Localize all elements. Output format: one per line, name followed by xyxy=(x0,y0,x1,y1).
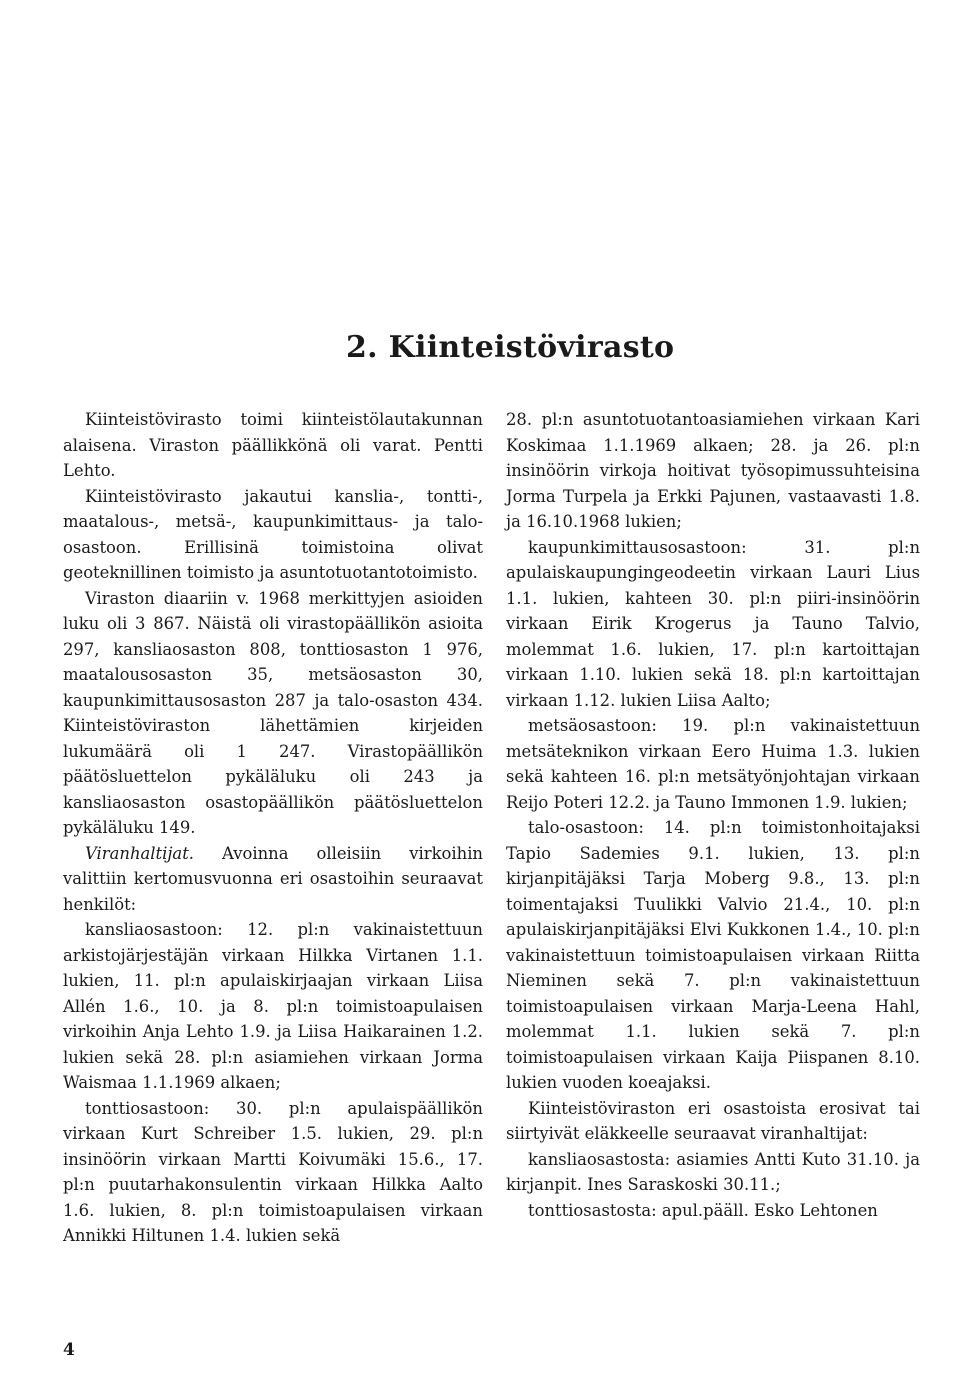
paragraph: kaupunkimittausosastoon: 31. pl:n apulaiskaupungingeodeetin virkaan Lauri Lius 1.1. lukien, kahteen 30. pl:n piiri-insinöörin virkaan Eirik Krogerus ja Tauno Talvio, molemmat 1.6. lukien, 17. pl:n kartoittajan virkaan 1.10. lukien sekä 18. pl:n kartoittajan virkaan 1.12. lukien Liisa Aalto; xyxy=(506,537,920,710)
viranhaltijat-text: Avoinna olleisiin virkoihin valittiin kertomusvuonna eri osastoihin seuraavat henkilöt: xyxy=(63,843,483,914)
paragraph: talo-osastoon: 14. pl:n toimistonhoitajaksi Tapio Sademies 9.1. lukien, 13. pl:n kirjanpitäjäksi Tarja Moberg 9.8., 13. pl:n toimentajaksi Tuulikki Valvio 21.4., 10. pl:n apulaiskirjanpitäjäksi Elvi Kukkonen 1.4., 10. pl:n vakinaistettuun toimistoapulaisen virkaan Riitta Nieminen sekä 7. pl:n vakinaistettuun toimistoapulaisen virkaan Marja-Leena Hahl, molemmat 1.1. lukien sekä 7. pl:n toimistoapulaisen virkaan Kaija Piispanen 8.10. lukien vuoden koeajaksi. xyxy=(506,818,920,1092)
left-column xyxy=(63,407,483,1249)
paragraph: tonttiosastoon: 30. pl:n apulaispäällikön virkaan Kurt Schreiber 1.5. lukien, 29. pl:n insinöörin virkaan Martti Koivumäki 15.6., 17. pl:n puutarhakonsulentin virkaan Hilkka Aalto 1.6. lukien, 8. pl:n toimistoapulaisen virkaan Annikki Hiltunen 1.4. lukien sekä xyxy=(63,1098,483,1245)
page-number: 4 xyxy=(63,1340,75,1360)
paragraph: kansliaosastosta: asiamies Antti Kuto 31.10. ja kirjanpit. Ines Saraskoski 30.11.; xyxy=(506,1149,920,1194)
viranhaltijat-label: Viranhaltijat. xyxy=(85,843,195,863)
paragraph: 28. pl:n asuntotuotantoasiamiehen virkaan Kari Koskimaa 1.1.1969 alkaen; 28. ja 26. pl:n insinöörin virkoja hoitivat työsopimussuhteisina Jorma Turpela ja Erkki Pajunen, vastaavasti 1.8. ja 16.10.1968 lukien; xyxy=(506,410,920,531)
paragraph: metsäosastoon: 19. pl:n vakinaistettuun metsäteknikon virkaan Eero Huima 1.3. lukien sekä kahteen 16. pl:n metsätyönjohtajan virkaan Reijo Poteri 12.2. ja Tauno Immonen 1.9. lukien; xyxy=(506,716,920,812)
paragraph: kansliaosastoon: 12. pl:n vakinaistettuun arkistojärjestäjän virkaan Hilkka Virtanen 1.1. lukien, 11. pl:n apulaiskirjaajan virkaan Liisa Allén 1.6., 10. ja 8. pl:n toimistoapulaisen virkoihin Anja Lehto 1.9. ja Liisa Haikarainen 1.2. lukien sekä 28. pl:n asiamiehen virkaan Jorma Waismaa 1.1.1969 alkaen; xyxy=(63,920,483,1092)
paragraph: Kiinteistövirasto toimi kiinteistölautakunnan alaisena. Viraston päällikkönä oli varat. Pentti Lehto. xyxy=(63,410,483,480)
paragraph: Kiinteistöviraston eri osastoista erosivat tai siirtyivät eläkkeelle seuraavat viranhaltijat: xyxy=(506,1098,920,1143)
section-heading: 2. Kiinteistövirasto xyxy=(346,330,675,365)
paragraph: Kiinteistövirasto jakautui kanslia-, tontti-, maatalous-, metsä-, kaupunkimittaus- ja talo-osastoon. Erillisinä toimistoina olivat geoteknillinen toimisto ja asuntotuotantotoimisto. xyxy=(63,486,483,582)
paragraph-viranhaltijat xyxy=(63,841,483,918)
right-column xyxy=(506,407,920,1223)
paragraph: tonttiosastosta: apul.pääll. Esko Lehtonen xyxy=(528,1200,878,1220)
paragraph: Viraston diaariin v. 1968 merkittyjen asioiden luku oli 3 867. Näistä oli virastopäällikön asioita 297, kansliaosaston 808, tonttiosaston 1 976, maatalousosaston 35, metsäosaston 30, kaupunkimittausosaston 287 ja talo-osaston 434. Kiinteistöviraston lähettämien kirjeiden lukumäärä oli 1 247. Virastopäällikön päätösluettelon pykäläluku oli 243 ja kansliaosaston osastopäällikön päätösluettelon pykäläluku 149. xyxy=(63,588,483,837)
